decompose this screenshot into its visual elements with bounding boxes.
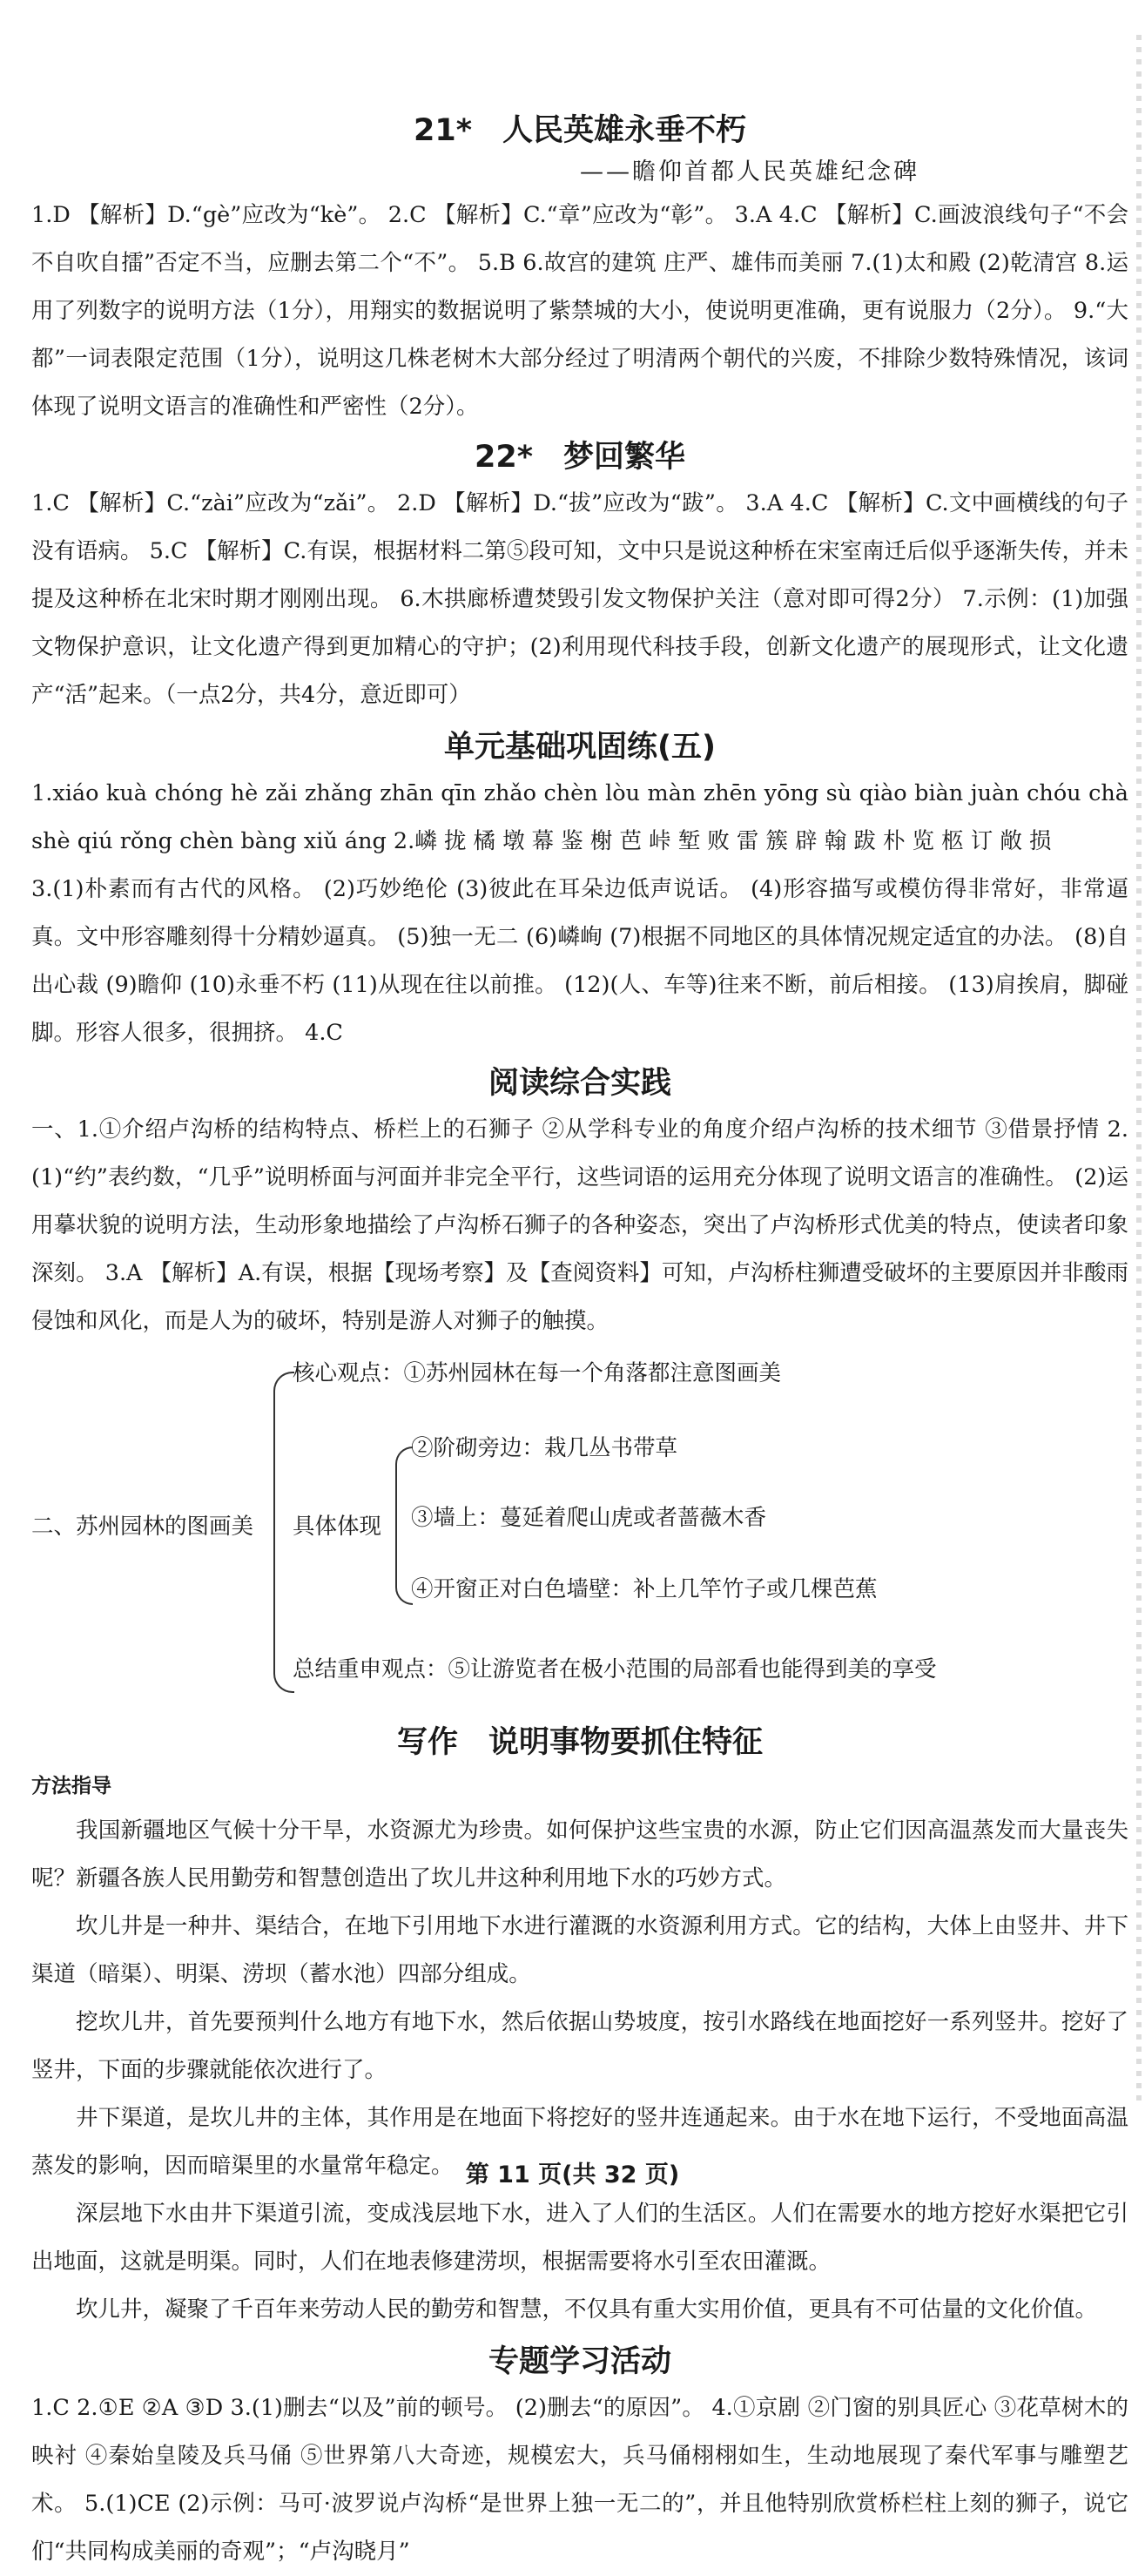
- section-21-title: 21* 人民英雄永垂不朽: [413, 113, 746, 148]
- topic-activity-answers: 1.C 2.①E ②A ③D 3.(1)删去“以及”前的顿号。 (2)删去“的原因”。 4.①京剧 ②门窗的别具匠心 ③花草树木的映衬 ④秦始皇陵及兵马俑 ⑤世界第八大奇迹，规模宏大，兵马俑栩栩如生，生动地展现了秦代军事与雕塑艺术。 5.(1)CE (2)示例：马可·波罗说卢沟桥“是世界上独一无二的”，并且他特别欣赏桥栏柱上刻的狮子，说它们“共同构成美丽的奇观”；“卢沟晓月”: [31, 2395, 1128, 2565]
- unit-review-explanations: 3.(1)朴素而有古代的风格。 (2)巧妙绝伦 (3)彼此在耳朵边低声说话。 (4)形容描写或模仿得非常好，非常逼真。文中形容雕刻得十分精妙逼真。 (5)独一无二 (6)嶙峋 (7)根据不同地区的具体情况规定适宜的办法。 (8)自出心裁 (9)瞻仰 (10)永垂不朽 (11)从现在往以前推。 (12)(人、车等)往来不断，前后相接。 (13)肩挨肩，脚碰脚。形容人很多，很拥挤。 4.C: [31, 876, 1128, 1046]
- mind-map-details-label: 具体体现: [293, 1514, 382, 1540]
- reading-practice-title: 阅读综合实践: [488, 1066, 671, 1101]
- writing-paragraph: 井下渠道，是坎儿井的主体，其作用是在地面下将挖好的竖井连通起来。由于水在地下运行，不受地面高温蒸发的影响，因而暗渠里的水量常年稳定。: [31, 2105, 1128, 2179]
- unit-review-title: 单元基础巩固练(五): [444, 730, 716, 765]
- mind-map-root: 二、苏州园林的图画美: [31, 1514, 254, 1540]
- section-22-answers: 1.C 【解析】C.“zài”应改为“zǎi”。 2.D 【解析】D.“拔”应改为“跋”。 3.A 4.C 【解析】C.文中画横线的句子没有语病。 5.C 【解析】C.有误，根据材料二第⑤段可知，文中只是说这种桥在宋室南迁后似乎逐渐失传，并未提及这种桥在北宋时期才刚刚出现。 6.木拱廊桥遭焚毁引发文物保护关注（意对即可得2分） 7.示例：(1)加强文物保护意识，让文化遗产得到更加精心的守护；(2)利用现代科技手段，创新文化遗产的展现形式，让文化遗产“活”起来。（一点2分，共4分，意近即可）: [31, 490, 1128, 708]
- mind-map-detail-1: ②阶砌旁边：栽几丛书带草: [411, 1435, 678, 1461]
- mind-map-detail-3: ④开窗正对白色墙壁：补上几竿竹子或几棵芭蕉: [411, 1576, 878, 1602]
- writing-paragraph: 我国新疆地区气候十分干旱，水资源尤为珍贵。如何保护这些宝贵的水源，防止它们因高温蒸发而大量丧失呢？新疆各族人民用勤劳和智慧创造出了坎儿井这种利用地下水的巧妙方式。: [31, 1817, 1128, 1892]
- writing-paragraph: 坎儿井，凝聚了千百年来劳动人民的勤劳和智慧，不仅具有重大实用价值，更具有不可估量的文化价值。: [76, 2296, 1098, 2323]
- section-21-answers: 1.D 【解析】D.“gè”应改为“kè”。 2.C 【解析】C.“章”应改为“彰”。 3.A 4.C 【解析】C.画波浪线句子“不会不自吹自擂”否定不当，应删去第二个“不”。 5.B 6.故宫的建筑 庄严、雄伟而美丽 7.(1)太和殿 (2)乾清宫 8.运用了列数字的说明方法（1分），用翔实的数据说明了紫禁城的大小，使说明更准确，更有说服力（2分）。 9.“大都”一词表限定范围（1分），说明这几株老树木大部分经过了明清两个朝代的兴废，不排除少数特殊情况，该词体现了说明文语言的准确性和严密性（2分）。: [31, 202, 1128, 420]
- mind-map-brace-inner: [395, 1446, 413, 1605]
- writing-paragraph: 深层地下水由井下渠道引流，变成浅层地下水，进入了人们的生活区。人们在需要水的地方挖好水渠把它引出地面，这就是明渠。同时，人们在地表修建涝坝，根据需要将水引至农田灌溉。: [31, 2201, 1128, 2275]
- topic-activity-title: 专题学习活动: [488, 2344, 671, 2379]
- section-21-subtitle: ——瞻仰首都人民英雄纪念碑: [580, 158, 919, 185]
- writing-paragraph: 坎儿井是一种井、渠结合，在地下引用地下水进行灌溉的水资源利用方式。它的结构，大体上由竖井、井下渠道（暗渠）、明渠、涝坝（蓄水池）四部分组成。: [31, 1913, 1128, 1987]
- top-spacer: [31, 0, 1128, 108]
- mind-map: [31, 1345, 1128, 1720]
- page-number: 第 11 页(共 32 页): [465, 2161, 680, 2188]
- binding-edge-decoration: [1136, 35, 1142, 2107]
- writing-title: 写作 说明事物要抓住特征: [396, 1725, 763, 1760]
- unit-review-pinyin-words: 1.xiáo kuà chóng hè zǎi zhǎng zhān qīn zhǎo chèn lòu màn zhēn yōng sù qiào biàn juàn chóu chà shè qiú rǒng chèn bàng xiǔ áng 2.嶙 拢 橘 墩 幕 鉴 榭 芭 峠 堑 败 雷 簇 辟 翰 跋 朴 览 柩 订 敞 损: [31, 780, 1128, 854]
- mind-map-core-point: 核心观点：①苏州园林在每一个角落都注意图画美: [293, 1360, 782, 1386]
- writing-paragraph: 挖坎儿井，首先要预判什么地方有地下水，然后依据山势坡度，按引水路线在地面挖好一系列竖井。挖好了竖井，下面的步骤就能依次进行了。: [31, 2009, 1128, 2083]
- mind-map-detail-2: ③墙上：蔓延着爬山虎或者蔷薇木香: [411, 1505, 767, 1531]
- answer-page: [31, 0, 1128, 2576]
- method-guide-label: 方法指导: [31, 1775, 111, 1797]
- mind-map-summary: 总结重申观点：⑤让游览者在极小范围的局部看也能得到美的享受: [293, 1656, 937, 1682]
- section-22-title: 22* 梦回繁华: [474, 440, 685, 475]
- mind-map-brace-outer: [273, 1372, 294, 1693]
- reading-practice-answers: 一、1.①介绍卢沟桥的结构特点、桥栏上的石狮子 ②从学科专业的角度介绍卢沟桥的技术细节 ③借景抒情 2.(1)“约”表约数，“几乎”说明桥面与河面并非完全平行，这些词语的运用充分体现了说明文语言的准确性。 (2)运用摹状貌的说明方法，生动形象地描绘了卢沟桥石狮子的各种姿态，突出了卢沟桥形式优美的特点，使读者印象深刻。 3.A 【解析】A.有误，根据【现场考察】及【查阅资料】可知，卢沟桥柱狮遭受破坏的主要原因并非酸雨侵蚀和风化，而是人为的破坏，特别是游人对狮子的触摸。: [31, 1116, 1128, 1334]
